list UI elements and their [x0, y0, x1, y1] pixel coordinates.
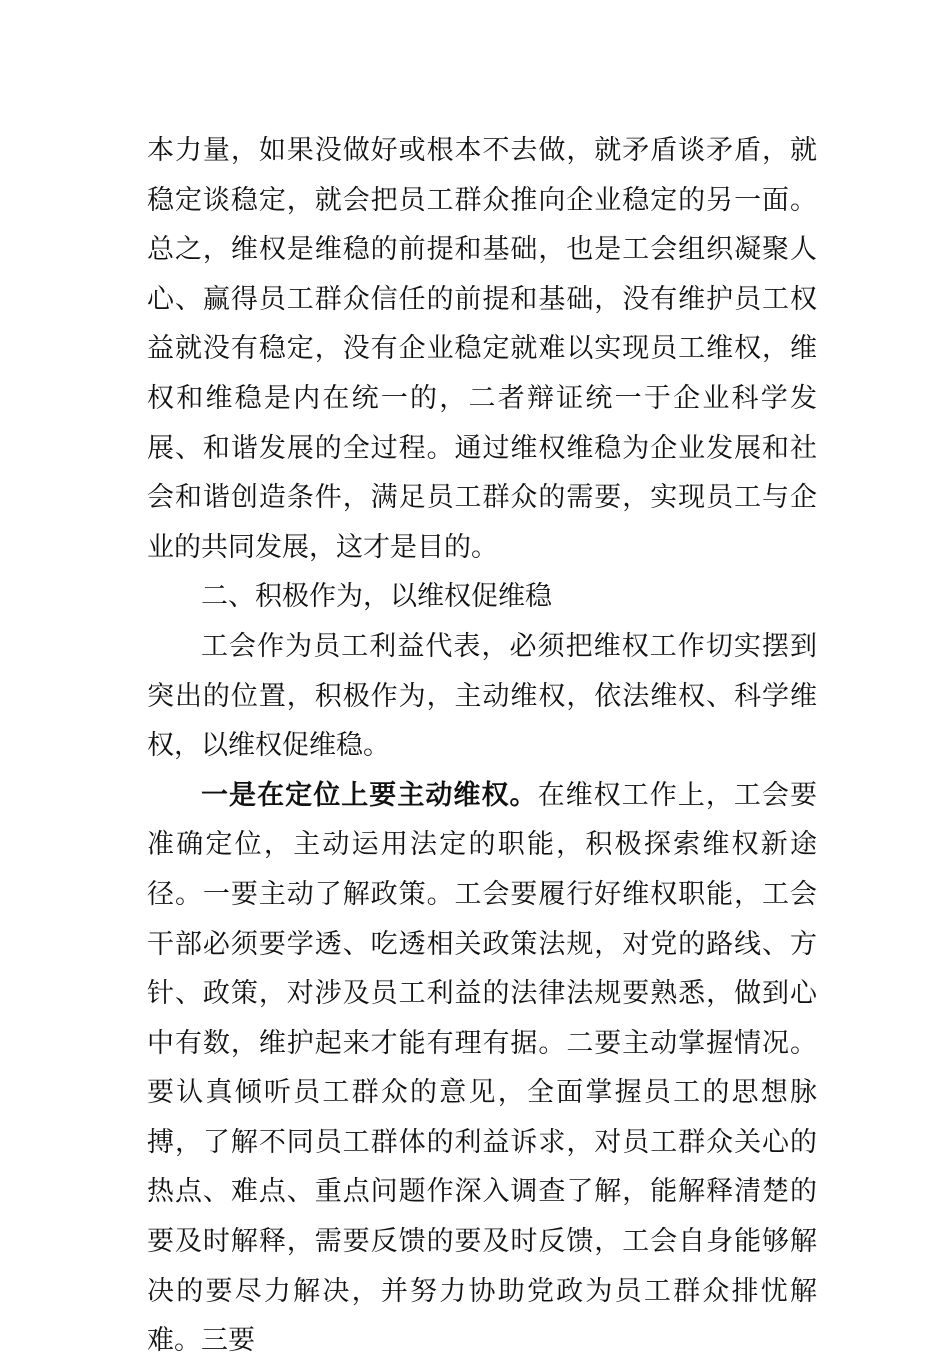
section-heading: 二、积极作为，以维权促维稳 [201, 581, 552, 613]
paragraph-body: 在维权工作上，工会要准确定位，主动运用法定的职能，积极探索维权新途径。一要主动了解政策。工会要履行好维权职能，工会干部必须要学透、吃透相关政策法规，对党的路线、方针、政策，对涉及员工利益的法律法规要熟悉，做到心中有数，维护起来才能有理有据。二要主动掌握情况。要认真倾听员工群众的意见，全面掌握员工的思想脉搏，了解不同员工群体的利益诉求，对员工群众关心的热点、难点、重点问题作深入调查了解，能解释清楚的要及时解释，需要反馈的要及时反馈，工会自身能够解决的要尽力解决，并努力协助党政为员工群众排忧解难。三要 [147, 779, 818, 1357]
paragraph-continuation: 本力量，如果没做好或根本不去做，就矛盾谈矛盾，就稳定谈稳定，就会把员工群众推向企业稳定的另一面。总之，维权是维稳的前提和基础，也是工会组织凝聚人心、赢得员工群众信任的前提和基础，没有维护员工权益就没有稳定，没有企业稳定就难以实现员工维权，维权和维稳是内在统一的，二者辩证统一于企业科学发展、和谐发展的全过程。通过维权维稳为企业发展和社会和谐创造条件，满足员工群众的需要，实现员工与企业的共同发展，这才是目的。 [147, 135, 817, 563]
paragraph-with-lead [147, 771, 817, 1366]
paragraph-lead: 一是在定位上要主动维权。 [201, 779, 538, 811]
paragraph: 工会作为员工利益代表，必须把维权工作切实摆到突出的位置，积极作为，主动维权，依法维权、科学维权，以维权促维稳。 [147, 630, 817, 762]
document-body [147, 126, 817, 1366]
